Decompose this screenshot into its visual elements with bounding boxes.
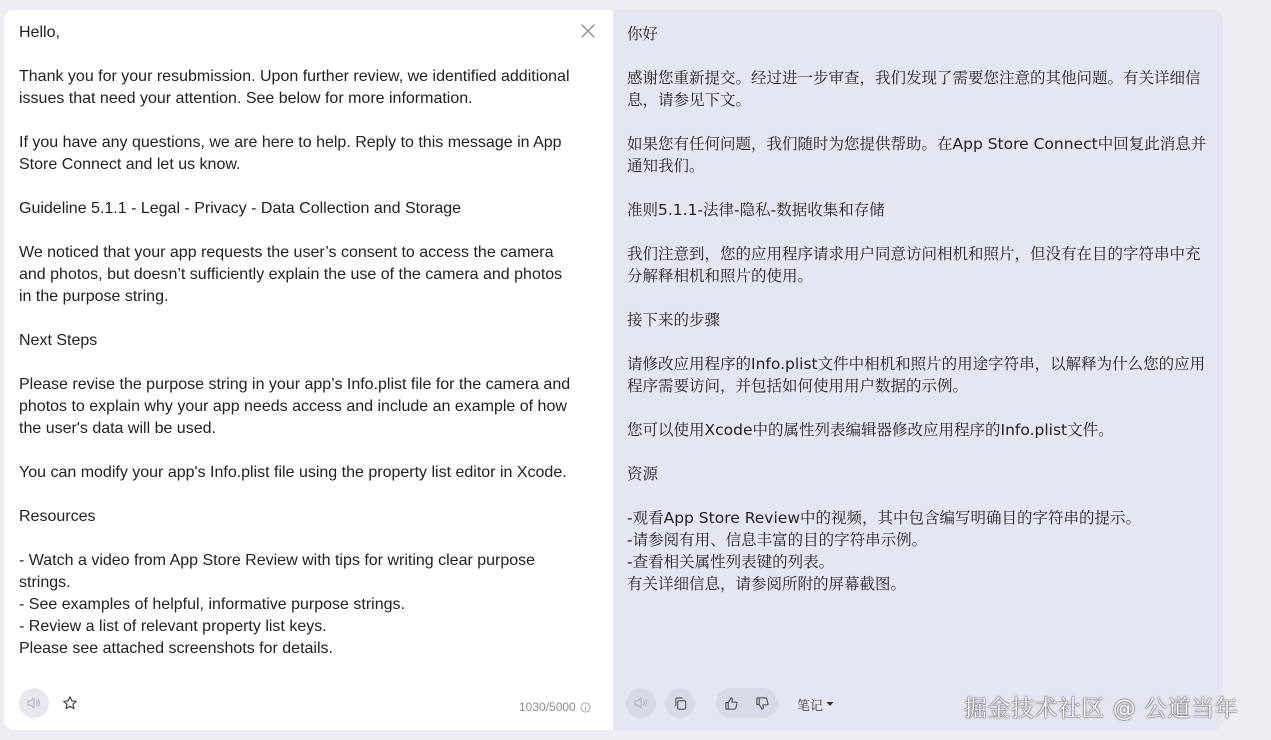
translation-speak-button[interactable] [626, 688, 656, 718]
copy-icon [673, 696, 688, 711]
watermark: 掘金技术社区 @ 公道当年 [964, 696, 1239, 722]
favorite-button[interactable] [57, 690, 83, 716]
speaker-icon [633, 695, 649, 711]
star-icon [62, 695, 78, 711]
thumbs-up-button[interactable] [724, 696, 739, 711]
source-speak-button[interactable] [19, 688, 49, 718]
feedback-group [716, 688, 778, 718]
info-icon [580, 702, 591, 713]
thumbs-down-button[interactable] [755, 696, 770, 711]
notes-dropdown[interactable] [797, 694, 834, 714]
notes-label: 笔记 [797, 698, 824, 714]
thumbs-down-icon [755, 696, 770, 711]
clear-text-button[interactable] [579, 22, 597, 40]
caret-down-icon [826, 701, 834, 707]
char-count-text: 1030/5000 [519, 700, 576, 714]
translation-panel [613, 10, 1223, 730]
speaker-icon [26, 695, 42, 711]
source-panel [4, 10, 613, 730]
char-counter [519, 700, 591, 714]
thumbs-up-icon [724, 696, 739, 711]
translation-output: 你好 感谢您重新提交。经过进一步审查，我们发现了需要您注意的其他问题。有关详细信息，请参见下文。 如果您有任何问题，我们随时为您提供帮助。在App Store Connect中回复此消息并通知我们。 准则5.1.1-法律-隐私-数据收集和存储 我们注意到，您的应用程序请求用户同意访问相机和照片，但没有在目的字符串中充分解释相机和照片的使用。 接下来的步骤 请修改应用程序的Info.plist文件中相机和照片的用途字符串，以解释为什么您的应用程序需要访问，并包括如何使用用户数据的示例。 您可以使用Xcode中的属性列表编辑器修改应用程序的Info.plist文件。 资源 -观看App Store Review中的视频，其中包含编写明确目的字符串的提示。 -请参阅有用、信息丰富的目的字符串示例。 -查看相关属性列表键的列表。 有关详细信息，请参阅所附的屏幕截图。 [627, 25, 1207, 593]
source-textarea[interactable]: Hello, Thank you for your resubmission. Upon further review, we identified additional issues that need your attention. See below for more information. If you have any questions, we are here to help. Reply to this message in App Store Connect and let us know. Guideline 5.1.1 - Legal - Privacy - Data Collection and Storage We noticed that your app requests the user’s consent to access the camera and photos, but doesn’t sufficiently explain the use of the camera and photos in the purpose string. Next Steps Please revise the purpose string in your app’s Info.plist file for the camera and photos to explain why your app needs access and include an example of how the user's data will be used. You can modify your app's Info.plist file using the property list editor in Xcode. Resources - Watch a video from App Store Review with tips for writing clear purpose strings. - See examples of helpful, informative purpose strings. - Review a list of relevant property list keys. Please see attached screenshots for details. [19, 24, 571, 657]
close-icon [581, 24, 595, 38]
copy-button[interactable] [665, 688, 695, 718]
